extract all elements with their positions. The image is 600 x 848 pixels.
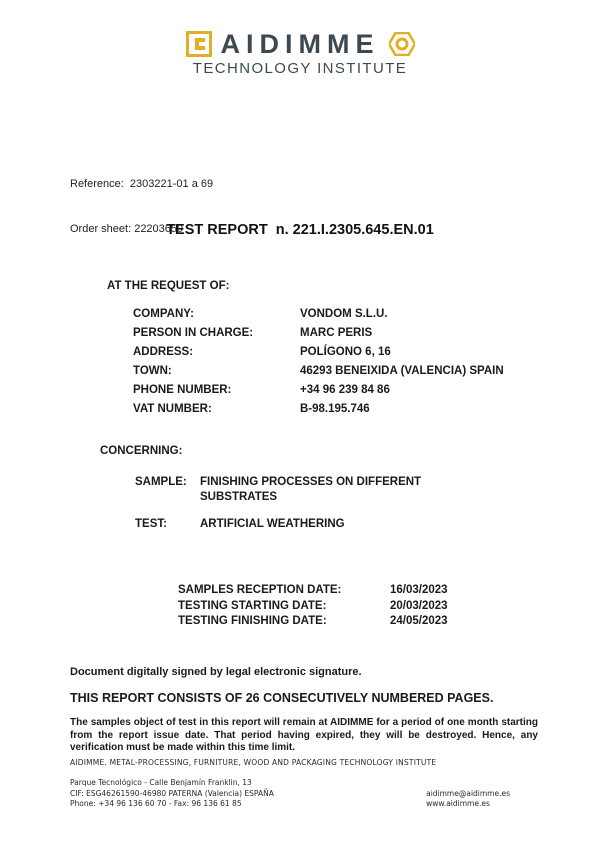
table-row [178,614,518,630]
footer-email: aidimme@aidimme.es [426,788,510,798]
reference-line: Reference: 2303221-01 a 69 [70,178,214,190]
table-row [178,599,518,615]
company-label: COMPANY: [133,308,194,320]
town-label: TOWN: [133,365,172,377]
sample-label: SAMPLE: [135,476,187,488]
aidimme-square-mark-icon [186,31,212,57]
company-value: VONDOM S.L.U. [300,308,388,320]
footer-address-line3: Phone: +34 96 136 60 70 - Fax: 96 136 61 85 [70,799,242,808]
footer-address [70,778,274,810]
reference-block [70,147,213,267]
person-in-charge-label: PERSON IN CHARGE: [133,327,254,339]
phone-number-value: +34 96 239 84 86 [300,384,390,396]
test-value: ARTIFICIAL WEATHERING [200,518,345,530]
sample-retention-note: The samples object of test in this report will remain at AIDIMME for a period of one month starting from the report issue date. That period having expired, they will be destroyed. Hence, any verification must be made within this time limit. [70,717,538,753]
test-row [135,517,448,532]
request-table [133,305,553,419]
table-row [133,381,553,400]
footer-contact [426,789,510,810]
address-label: ADDRESS: [133,346,194,358]
table-row [178,583,518,599]
test-label: TEST: [135,518,167,530]
footer [70,758,540,810]
footer-address-line1: Parque Tecnológico - Calle Benjamín Franklin, 13 [70,778,252,787]
digital-signature-note: Document digitally signed by legal electronic signature. [70,666,362,678]
person-in-charge-value: MARC PERIS [300,327,373,339]
footer-website: www.aidimme.es [426,799,490,808]
report-title: TEST REPORT n. 221.I.2305.645.EN.01 [166,222,434,238]
samples-reception-date-label: SAMPLES RECEPTION DATE: [178,584,342,596]
table-row [133,324,553,343]
logo-wordmark: AIDIMME [220,29,380,59]
pages-count-note: THIS REPORT CONSISTS OF 26 CONSECUTIVELY NUMBERED PAGES. [70,691,494,705]
sample-row [135,475,448,505]
address-value: POLÍGONO 6, 16 [300,346,391,358]
samples-reception-date-value: 16/03/2023 [390,584,448,596]
table-row [133,362,553,381]
town-value: 46293 BENEIXIDA (VALENCIA) SPAIN [300,365,504,377]
testing-starting-date-value: 20/03/2023 [390,599,448,612]
sample-value: FINISHING PROCESSES ON DIFFERENT SUBSTRATES [200,476,422,503]
vat-number-label: VAT NUMBER: [133,403,212,415]
request-heading: AT THE REQUEST OF: [107,280,230,292]
testing-finishing-date-label: TESTING FINISHING DATE: [178,615,327,627]
order-sheet-line: Order sheet: 22203659 [70,223,184,235]
dates-block [178,583,518,630]
footer-institute-line: AIDIMME. METAL-PROCESSING, FURNITURE, WOOD AND PACKAGING TECHNOLOGY INSTITUTE [70,758,437,767]
testing-finishing-date-value: 24/05/2023 [390,615,448,627]
logo-subtitle: TECHNOLOGY INSTITUTE [192,60,408,77]
hex-nut-icon [389,32,415,56]
vat-number-value: B-98.195.746 [300,403,370,415]
table-row [133,400,553,419]
logo [0,30,600,77]
concerning-heading: CONCERNING: [100,445,183,457]
testing-starting-date-label: TESTING STARTING DATE: [178,599,327,612]
table-row [133,305,553,324]
phone-number-label: PHONE NUMBER: [133,384,232,396]
footer-address-line2: CIF: ESG46261590-46980 PATERNA (Valencia) ESPAÑA [70,788,274,798]
table-row [133,343,553,362]
